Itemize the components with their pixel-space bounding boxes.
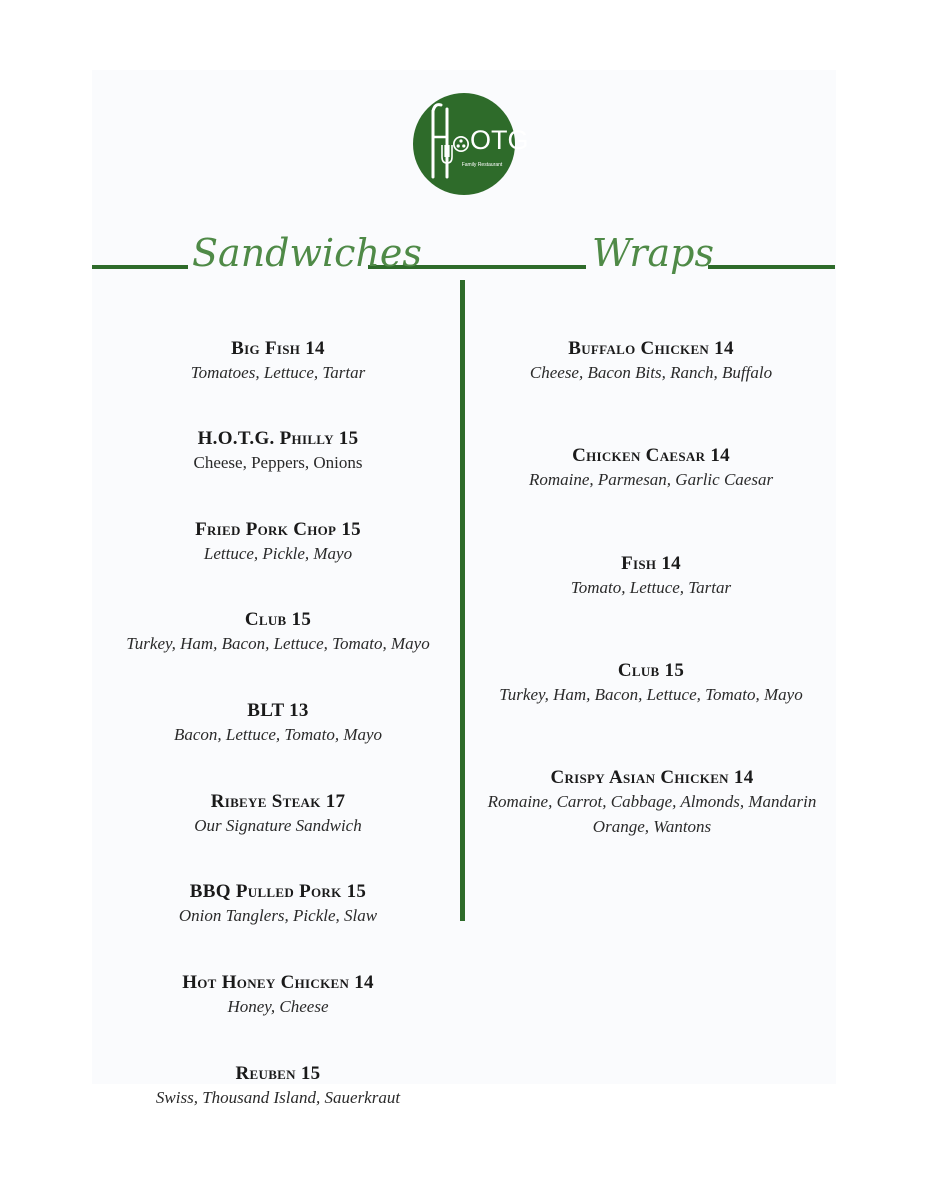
item-description: Swiss, Thousand Island, Sauerkraut (155, 1088, 401, 1107)
sandwich-item (95, 428, 461, 475)
item-description: Cheese, Peppers, Onions (193, 453, 363, 472)
sandwich-item (95, 791, 461, 838)
item-name: Big Fish 14 (231, 338, 325, 359)
item-description: Turkey, Ham, Bacon, Lettuce, Tomato, Mayo (126, 634, 430, 653)
item-name: Reuben 15 (235, 1063, 321, 1084)
item-description: Honey, Cheese (227, 997, 329, 1016)
item-name: Fried Pork Chop 15 (195, 519, 361, 540)
wraps-heading: Wraps (592, 231, 714, 275)
restaurant-logo (413, 93, 529, 195)
item-description: Cheese, Bacon Bits, Ranch, Buffalo (529, 363, 773, 382)
sandwich-item (95, 338, 461, 385)
sandwiches-heading: Sandwiches (192, 231, 422, 275)
wrap-item (466, 338, 836, 385)
wrap-item (466, 445, 836, 492)
item-description: Bacon, Lettuce, Tomato, Mayo (173, 725, 383, 744)
item-description: Tomatoes, Lettuce, Tartar (190, 363, 366, 382)
header-rule-left (92, 265, 188, 269)
wrap-item (466, 553, 836, 600)
sandwich-item (95, 1063, 461, 1110)
wrap-item (472, 767, 832, 839)
sandwich-item (92, 609, 464, 656)
item-name: Crispy Asian Chicken 14 (550, 767, 754, 788)
item-description: Lettuce, Pickle, Mayo (203, 544, 353, 563)
sandwich-item (95, 700, 461, 747)
item-description: Our Signature Sandwich (194, 816, 362, 835)
wrap-item (466, 660, 836, 707)
sandwich-item (95, 972, 461, 1019)
item-description: Onion Tanglers, Pickle, Slaw (178, 906, 378, 925)
header-rule-right (708, 265, 835, 269)
item-name: Club 15 (617, 660, 685, 681)
item-name: Ribeye Steak 17 (210, 791, 346, 812)
logo-letters: OTG (470, 125, 529, 155)
item-name: BLT 13 (247, 700, 309, 721)
item-name: Buffalo Chicken 14 (568, 338, 734, 359)
item-name: Club 15 (244, 609, 312, 630)
item-description: Turkey, Ham, Bacon, Lettuce, Tomato, Mayo (499, 685, 803, 704)
item-name: Hot Honey Chicken 14 (182, 972, 374, 993)
item-description: Romaine, Carrot, Cabbage, Almonds, Mandarin Orange, Wantons (487, 792, 817, 836)
item-name: H.O.T.G. Philly 15 (197, 428, 359, 449)
sandwich-item (95, 881, 461, 928)
item-description: Romaine, Parmesan, Garlic Caesar (528, 470, 774, 489)
logo-subtitle: Family Restaurant (461, 162, 503, 168)
item-name: Chicken Caesar 14 (572, 445, 730, 466)
sandwich-item (95, 519, 461, 566)
item-description: Tomato, Lettuce, Tartar (570, 578, 732, 597)
item-name: Fish 14 (621, 553, 681, 574)
item-name: BBQ Pulled Pork 15 (189, 881, 367, 902)
